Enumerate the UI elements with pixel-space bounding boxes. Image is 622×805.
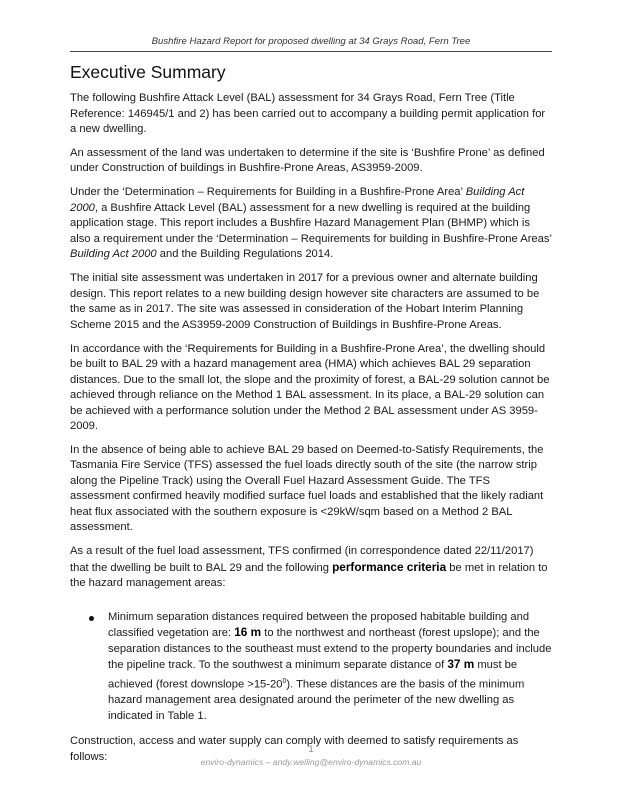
act-title: Building Act 2000 [70, 186, 525, 214]
paragraph-bal29-requirements: In accordance with the ‘Requirements for Building in a Bushfire-Prone Area’, the dwelling should be built to BAL 29 with a hazard management area (HMA) which achieves BAL 29 separation distances. Due to the small lot, the slope and the proximity of forest, a BAL-29 solution cannot be achieved through reliance on the Method 1 BAL assessment. In its place, a BAL-29 solution can be achieved with a performance solution under the Method 2 BAL assessment under AS 3959-2009. [70, 342, 550, 433]
page-number: 1 [308, 744, 314, 755]
distance-northwest: 16 m [234, 625, 262, 640]
text-run: Under the ‘Determination – Requirements for Building in a Bushfire-Prone Area’ [70, 186, 466, 199]
paragraph-performance-criteria [70, 544, 552, 592]
bullet-icon [89, 616, 94, 621]
distance-southwest: 37 m [447, 657, 475, 672]
act-title: Building Act 2000 [70, 248, 157, 261]
paragraph-bushfire-prone: An assessment of the land was undertaken to determine if the site is ‘Bushfire Prone’ as defined under Construction of buildings in Bushfire-Prone Areas, AS3959-2009. [70, 146, 545, 175]
performance-criteria-term: performance criteria [332, 559, 447, 574]
footer-contact: enviro-dynamics – andy.welling@enviro-dynamics.com.au [200, 757, 422, 767]
paragraph-determination [70, 185, 552, 263]
text-run: As a result of the fuel load assessment, TFS confirmed (in correspondence dated 22/11/2017) that the dwelling be built to BAL 29 and the following [70, 545, 534, 574]
document-body [70, 62, 552, 773]
text-run: must be achieved (forest downslope >15-20 [108, 659, 518, 691]
text-run: to the northwest and northeast (forest upslope); and the separation distances to the southeast must extend to the property boundaries and include the pipeline track. To the southwest a minimum separate distance of [108, 627, 552, 672]
paragraph-construction: Construction, access and water supply can comply with deemed to satisfy requirements as follows: [70, 735, 519, 763]
text-run: , a Bushfire Attack Level (BAL) assessment for a new dwelling is required at the building application stage. This report includes a Bushfire Hazard Management Plan (BHMP) which is also a requirement under the ‘Determination – Requirements for building in Bushfire-Prone Areas’ [70, 201, 552, 245]
text-run: Minimum separation distances required between the proposed habitable building and classified vegetation are: [108, 610, 530, 640]
page-header [70, 36, 552, 52]
section-heading: Executive Summary [70, 62, 226, 82]
text-run: ). These distances are the basis of the minimum hazard management area designated around the perimeter of the new dwelling as indicated in Table 1. [108, 678, 525, 722]
page-header-title: Bushfire Hazard Report for proposed dwelling at 34 Grays Road, Fern Tree [151, 36, 471, 47]
paragraph-site-assessment: The initial site assessment was undertaken in 2017 for a previous owner and alternate building design. This report relates to a new building design however site characters are assumed to be the same as in 2017. The site was assessed in consideration of the Hobart Interim Planning Scheme 2015 and the AS3959-2009 Construction of Buildings in Bushfire-Prone Areas. [70, 272, 540, 331]
criteria-list [70, 610, 552, 724]
list-item [70, 610, 552, 724]
text-run: and the Building Regulations 2014. [156, 248, 334, 261]
degree-superscript: 0 [282, 677, 287, 685]
text-run: be met in relation to the hazard management areas: [70, 561, 548, 590]
paragraph-tfs-assessment: In the absence of being able to achieve BAL 29 based on Deemed-to-Satisfy Requirements, the Tasmania Fire Service (TFS) assessed the fuel loads directly south of the site (the narrow strip along the Pipeline Track) using the Overall Fuel Hazard Assessment Guide. The TFS assessment confirmed heavily modified surface fuel loads and established that the likely radiant heat flux associated with the southern exposure is <29kW/sqm based on a Method 2 BAL assessment. [70, 443, 544, 534]
paragraph-intro: The following Bushfire Attack Level (BAL) assessment for 34 Grays Road, Fern Tree (Title Reference: 146945/1 and 2) has been carried out to accompany a building permit application for a new dwelling. [70, 92, 546, 135]
